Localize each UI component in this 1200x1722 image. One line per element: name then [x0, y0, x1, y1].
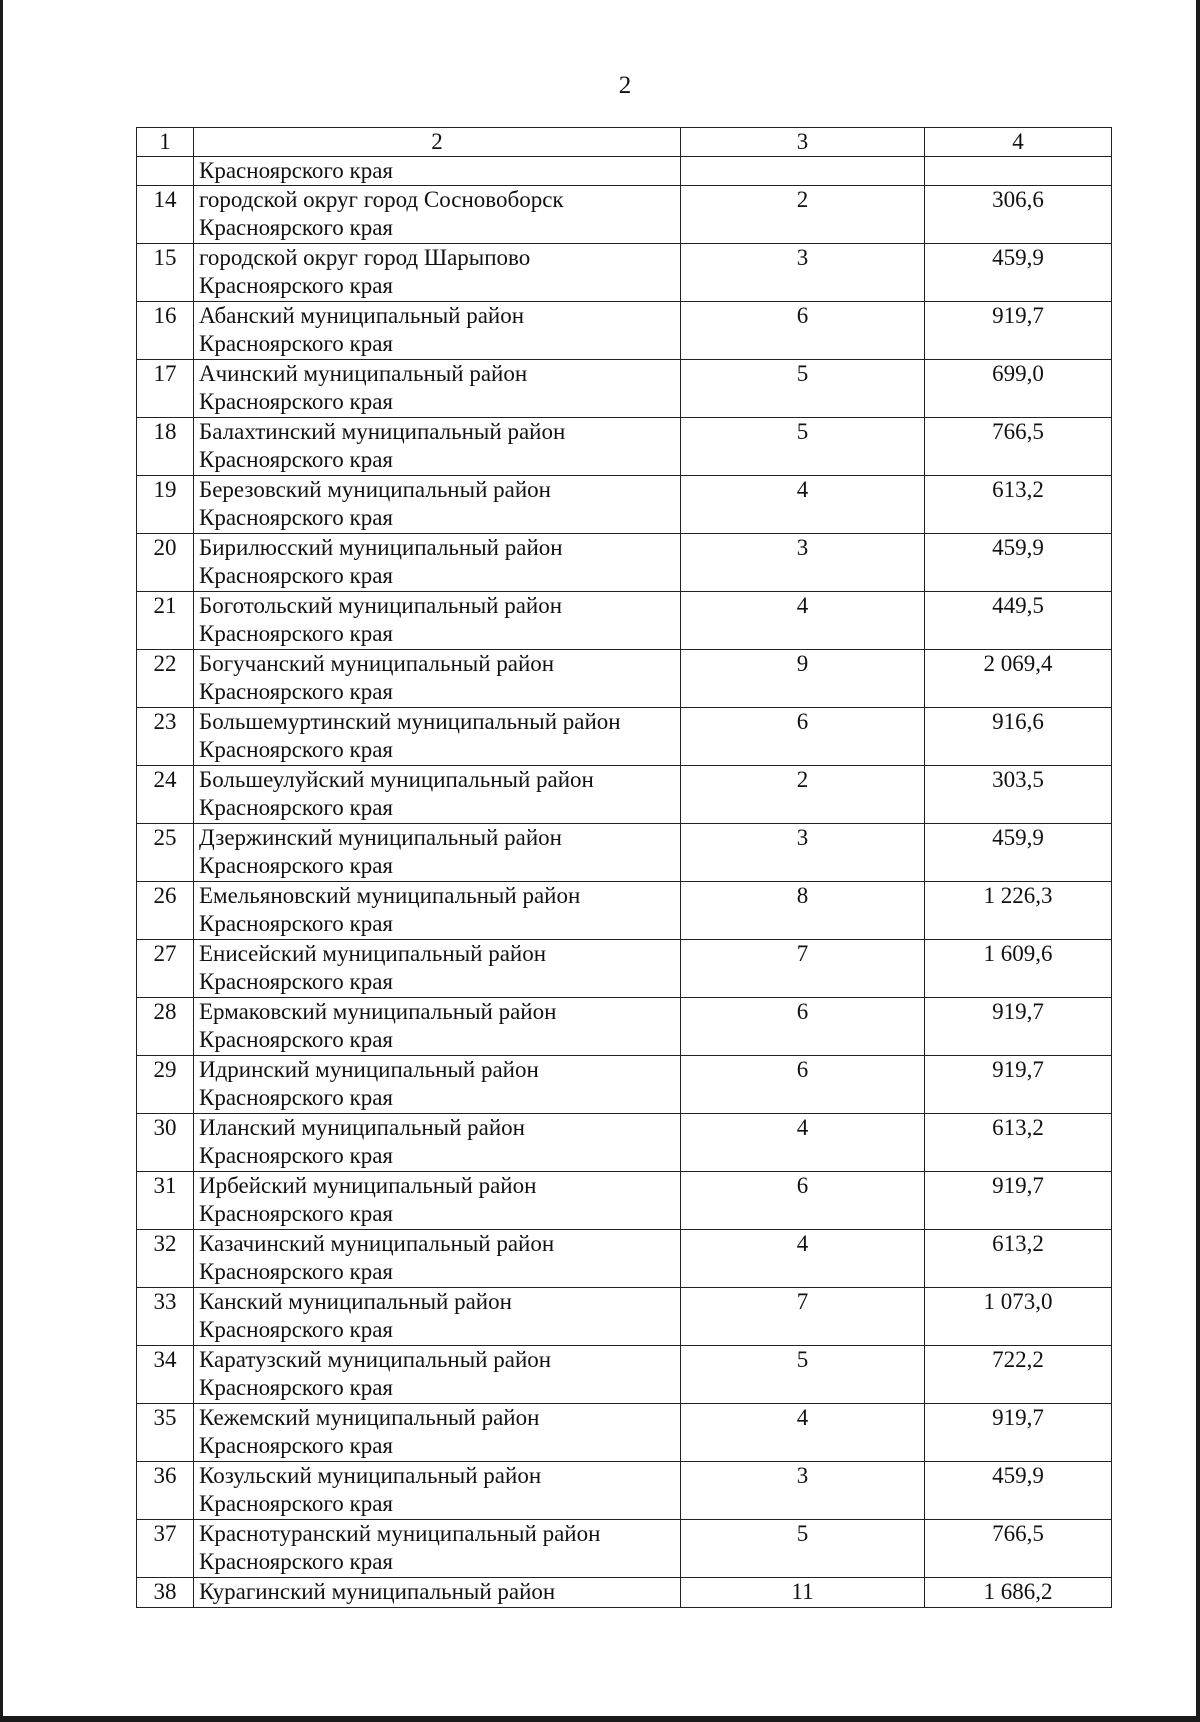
row-qty-cell: 6 — [681, 1056, 925, 1114]
row-name-cell — [194, 1462, 681, 1520]
row-name-line2: Красноярского края — [199, 1027, 393, 1052]
page-number: 2 — [618, 72, 632, 99]
row-name-line1: Абанский муниципальный район — [199, 303, 525, 328]
row-sum-cell: 306,6 — [925, 186, 1112, 244]
continued-qty-cell — [681, 157, 925, 186]
table-row — [137, 766, 1112, 824]
row-number-cell: 22 — [137, 650, 194, 708]
row-name-line2: Красноярского края — [199, 1085, 393, 1110]
row-name-line2: Красноярского края — [199, 853, 393, 878]
row-number-cell: 17 — [137, 360, 194, 418]
row-name-cell — [194, 186, 681, 244]
row-name-line1: Каратузский муниципальный район — [199, 1347, 552, 1372]
row-sum-cell: 2 069,4 — [925, 650, 1112, 708]
row-name-line2: Красноярского края — [199, 621, 393, 646]
row-number-cell: 18 — [137, 418, 194, 476]
row-number-cell: 21 — [137, 592, 194, 650]
row-name-line1: городской округ город Сосновоборск — [199, 187, 564, 212]
row-name-line1: Канский муниципальный район — [199, 1289, 512, 1314]
row-name-cell: Курагинский муниципальный район — [194, 1578, 681, 1608]
scan-right-edge — [1196, 0, 1200, 1722]
row-sum-cell: 613,2 — [925, 1230, 1112, 1288]
allocation-table — [136, 127, 1112, 1608]
row-qty-cell: 4 — [681, 1114, 925, 1172]
row-name-line2: Красноярского края — [199, 563, 393, 588]
row-name-cell — [194, 244, 681, 302]
table-row — [137, 1462, 1112, 1520]
header-cell-3: 3 — [681, 128, 925, 157]
row-qty-cell: 3 — [681, 1462, 925, 1520]
row-name-cell — [194, 1172, 681, 1230]
row-sum-cell: 459,9 — [925, 824, 1112, 882]
table-row — [137, 302, 1112, 360]
row-qty-cell: 4 — [681, 1404, 925, 1462]
row-number-cell: 32 — [137, 1230, 194, 1288]
row-sum-cell: 449,5 — [925, 592, 1112, 650]
row-name-cell — [194, 1230, 681, 1288]
row-name-line2: Красноярского края — [199, 1433, 393, 1458]
row-name-line2: Красноярского края — [199, 1317, 393, 1342]
row-name-cell — [194, 766, 681, 824]
row-qty-cell: 6 — [681, 302, 925, 360]
row-name-line1: Балахтинский муниципальный район — [199, 419, 566, 444]
row-sum-cell: 303,5 — [925, 766, 1112, 824]
table-row — [137, 1056, 1112, 1114]
row-qty-cell: 3 — [681, 534, 925, 592]
table-row — [137, 476, 1112, 534]
row-name-cell — [194, 1114, 681, 1172]
table-row — [137, 1172, 1112, 1230]
row-name-line2: Красноярского края — [199, 389, 393, 414]
table-row — [137, 1230, 1112, 1288]
row-name-line2: Красноярского края — [199, 737, 393, 762]
table-row — [137, 1114, 1112, 1172]
row-sum-cell: 1 686,2 — [925, 1578, 1112, 1608]
row-name-cell — [194, 360, 681, 418]
row-sum-cell: 919,7 — [925, 1172, 1112, 1230]
row-name-line2: Красноярского края — [199, 1375, 393, 1400]
row-number-cell: 24 — [137, 766, 194, 824]
row-sum-cell: 1 609,6 — [925, 940, 1112, 998]
row-qty-cell: 8 — [681, 882, 925, 940]
table-row — [137, 1404, 1112, 1462]
row-sum-cell: 459,9 — [925, 534, 1112, 592]
row-qty-cell: 2 — [681, 766, 925, 824]
row-sum-cell: 722,2 — [925, 1346, 1112, 1404]
table-row — [137, 418, 1112, 476]
row-sum-cell: 766,5 — [925, 418, 1112, 476]
row-name-line2: Красноярского края — [199, 331, 393, 356]
row-name-line1: Большемуртинский муниципальный район — [199, 709, 621, 734]
row-qty-cell: 6 — [681, 708, 925, 766]
row-number-cell: 30 — [137, 1114, 194, 1172]
row-number-cell: 31 — [137, 1172, 194, 1230]
table-row — [137, 708, 1112, 766]
row-sum-cell: 699,0 — [925, 360, 1112, 418]
row-number-cell: 34 — [137, 1346, 194, 1404]
row-qty-cell: 4 — [681, 592, 925, 650]
table-row — [137, 360, 1112, 418]
row-name-line2: Красноярского края — [199, 1201, 393, 1226]
row-number-cell: 19 — [137, 476, 194, 534]
row-sum-cell: 1 226,3 — [925, 882, 1112, 940]
row-number-cell: 35 — [137, 1404, 194, 1462]
row-qty-cell: 6 — [681, 1172, 925, 1230]
table-row — [137, 1288, 1112, 1346]
row-qty-cell: 9 — [681, 650, 925, 708]
row-sum-cell: 613,2 — [925, 476, 1112, 534]
row-name-line1: Ирбейский муниципальный район — [199, 1173, 537, 1198]
header-cell-1: 1 — [137, 128, 194, 157]
row-name-line1: Ермаковский муниципальный район — [199, 999, 557, 1024]
row-name-line1: Козульский муниципальный район — [199, 1463, 542, 1488]
row-name-cell — [194, 1346, 681, 1404]
row-qty-cell: 7 — [681, 940, 925, 998]
row-number-cell: 25 — [137, 824, 194, 882]
table-row — [137, 244, 1112, 302]
row-sum-cell: 766,5 — [925, 1520, 1112, 1578]
table-header-row — [137, 128, 1112, 157]
row-name-cell — [194, 1404, 681, 1462]
row-sum-cell: 919,7 — [925, 1056, 1112, 1114]
continued-sum-cell — [925, 157, 1112, 186]
table-row — [137, 1346, 1112, 1404]
row-name-cell — [194, 534, 681, 592]
row-name-cell — [194, 1288, 681, 1346]
table-row — [137, 940, 1112, 998]
row-name-cell — [194, 882, 681, 940]
row-name-line1: Дзержинский муниципальный район — [199, 825, 562, 850]
row-name-cell — [194, 1520, 681, 1578]
row-qty-cell: 4 — [681, 1230, 925, 1288]
row-sum-cell: 459,9 — [925, 1462, 1112, 1520]
row-qty-cell: 2 — [681, 186, 925, 244]
row-number-cell: 29 — [137, 1056, 194, 1114]
row-sum-cell: 916,6 — [925, 708, 1112, 766]
row-name-line2: Красноярского края — [199, 1491, 393, 1516]
row-name-cell — [194, 708, 681, 766]
row-qty-cell: 3 — [681, 824, 925, 882]
row-number-cell: 27 — [137, 940, 194, 998]
row-name-line2: Красноярского края — [199, 273, 393, 298]
row-name-line2: Красноярского края — [199, 1549, 393, 1574]
row-number-cell: 28 — [137, 998, 194, 1056]
table-row — [137, 650, 1112, 708]
row-sum-cell: 1 073,0 — [925, 1288, 1112, 1346]
row-sum-cell: 613,2 — [925, 1114, 1112, 1172]
row-name-cell — [194, 302, 681, 360]
row-sum-cell: 459,9 — [925, 244, 1112, 302]
row-sum-cell: 919,7 — [925, 302, 1112, 360]
scan-left-edge — [0, 0, 3, 1722]
row-qty-cell: 3 — [681, 244, 925, 302]
row-name-cell — [194, 940, 681, 998]
row-name-line1: Кежемский муниципальный район — [199, 1405, 540, 1430]
row-qty-cell: 5 — [681, 1346, 925, 1404]
row-name-line1: Большеулуйский муниципальный район — [199, 767, 594, 792]
row-qty-cell: 11 — [681, 1578, 925, 1608]
row-name-line1: Емельяновский муниципальный район — [199, 883, 581, 908]
row-qty-cell: 5 — [681, 360, 925, 418]
table-row — [137, 824, 1112, 882]
row-number-cell: 33 — [137, 1288, 194, 1346]
row-sum-cell: 919,7 — [925, 998, 1112, 1056]
row-name-line1: Краснотуранский муниципальный район — [199, 1521, 601, 1546]
row-name-cell — [194, 824, 681, 882]
row-qty-cell: 4 — [681, 476, 925, 534]
row-name-line2: Красноярского края — [199, 1143, 393, 1168]
row-name-line2: Красноярского края — [199, 911, 393, 936]
row-qty-cell: 7 — [681, 1288, 925, 1346]
row-number-cell: 16 — [137, 302, 194, 360]
row-name-line2: Красноярского края — [199, 505, 393, 530]
row-name-cell — [194, 476, 681, 534]
scan-bottom-edge — [0, 1716, 1200, 1722]
row-name-line1: Енисейский муниципальный район — [199, 941, 547, 966]
table-row — [137, 882, 1112, 940]
table-row — [137, 1520, 1112, 1578]
continued-name-cell: Красноярского края — [194, 157, 681, 186]
row-name-line2: Красноярского края — [199, 795, 393, 820]
row-name-line1: Иланский муниципальный район — [199, 1115, 525, 1140]
row-number-cell: 23 — [137, 708, 194, 766]
table-row — [137, 998, 1112, 1056]
row-number-cell: 20 — [137, 534, 194, 592]
row-name-cell — [194, 998, 681, 1056]
row-name-line2: Красноярского края — [199, 1259, 393, 1284]
row-name-cell — [194, 592, 681, 650]
continued-row — [137, 157, 1112, 186]
row-name-line1: Боготольский муниципальный район — [199, 593, 563, 618]
row-name-line2: Красноярского края — [199, 679, 393, 704]
row-name-line2: Красноярского края — [199, 215, 393, 240]
table-row — [137, 534, 1112, 592]
row-name-line1: Идринский муниципальный район — [199, 1057, 539, 1082]
row-name-line1: Березовский муниципальный район — [199, 477, 551, 502]
row-name-cell — [194, 650, 681, 708]
row-name-line1: Богучанский муниципальный район — [199, 651, 555, 676]
row-number-cell: 37 — [137, 1520, 194, 1578]
header-cell-4: 4 — [925, 128, 1112, 157]
row-name-line1: Бирилюсский муниципальный район — [199, 535, 563, 560]
row-number-cell: 14 — [137, 186, 194, 244]
row-name-line1: Ачинский муниципальный район — [199, 361, 528, 386]
row-name-line1: Казачинский муниципальный район — [199, 1231, 555, 1256]
row-sum-cell: 919,7 — [925, 1404, 1112, 1462]
row-number-cell: 15 — [137, 244, 194, 302]
row-qty-cell: 5 — [681, 1520, 925, 1578]
row-qty-cell: 5 — [681, 418, 925, 476]
header-cell-2: 2 — [194, 128, 681, 157]
row-number-cell: 36 — [137, 1462, 194, 1520]
table-row — [137, 186, 1112, 244]
table-row-last — [137, 1578, 1112, 1608]
row-name-cell — [194, 1056, 681, 1114]
row-number-cell: 26 — [137, 882, 194, 940]
continued-num-cell — [137, 157, 194, 186]
row-number-cell: 38 — [137, 1578, 194, 1608]
row-name-line1: городской округ город Шарыпово — [199, 245, 531, 270]
table-row — [137, 592, 1112, 650]
row-name-line2: Красноярского края — [199, 447, 393, 472]
row-name-cell — [194, 418, 681, 476]
row-name-line2: Красноярского края — [199, 969, 393, 994]
row-qty-cell: 6 — [681, 998, 925, 1056]
